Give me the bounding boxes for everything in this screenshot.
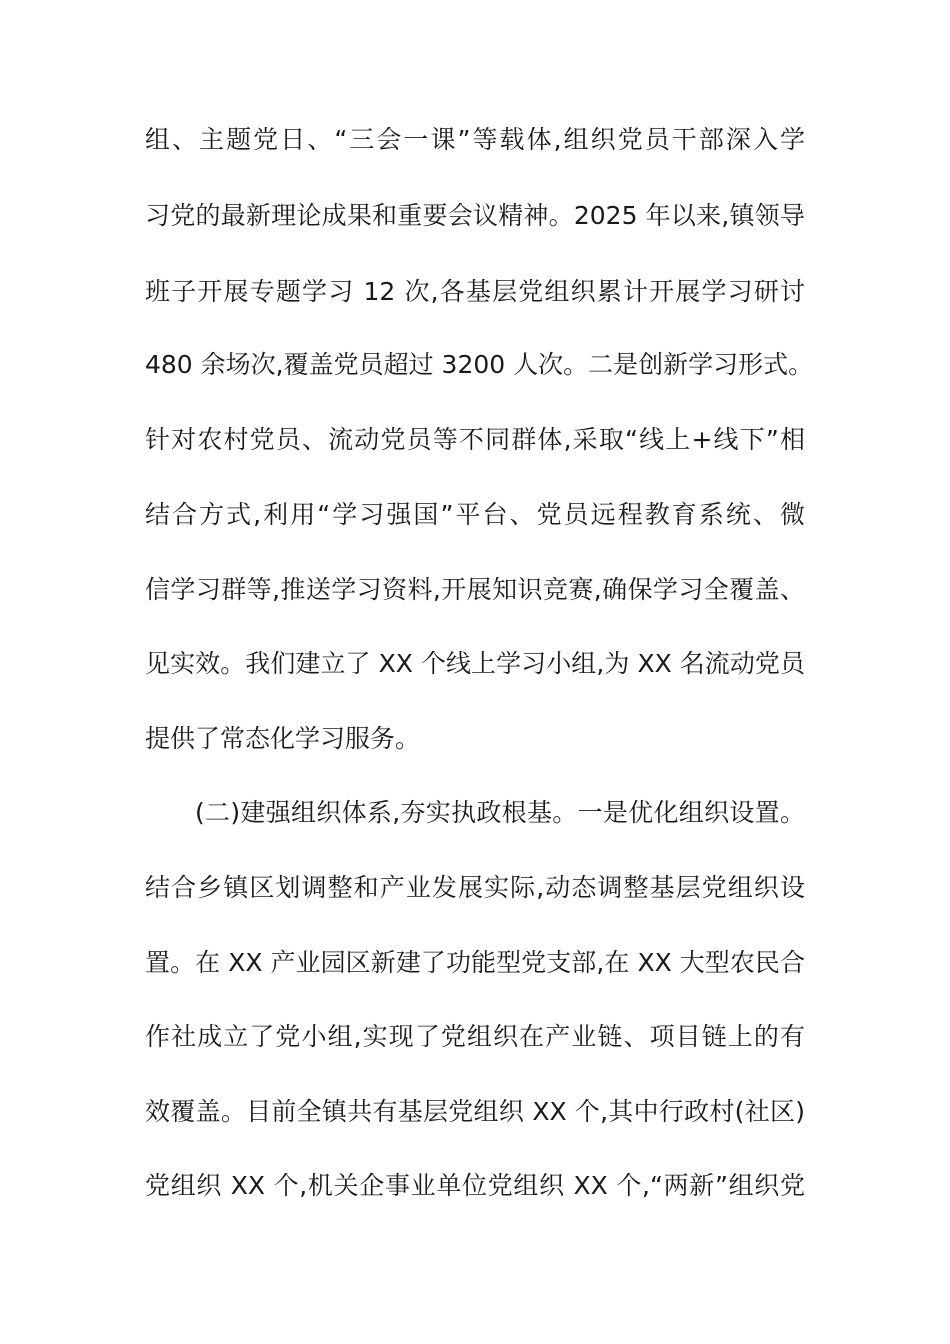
text-line: 效覆盖。目前全镇共有基层党组织 XX 个,其中行政村(社区) [145,1097,805,1126]
text-line: 党组织 XX 个,机关企事业单位党组织 XX 个,“两新”组织党 [145,1171,805,1200]
text-line: 见实效。我们建立了 XX 个线上学习小组,为 XX 名流动党员 [145,649,805,678]
text-line: 置。在 XX 产业园区新建了功能型党支部,在 XX 大型农民合 [145,948,805,977]
text-line: 班子开展专题学习 12 次,各基层党组织累计开展学习研讨 [145,277,805,306]
text-line: 480 余场次,覆盖党员超过 3200 人次。二是创新学习形式。 [145,350,814,379]
text-line: 信学习群等,推送学习资料,开展知识竞赛,确保学习全覆盖、 [145,575,805,604]
text-line: 组、主题党日、“三会一课”等载体,组织党员干部深入学 [145,125,805,154]
text-line: 结合方式,利用“学习强国”平台、党员远程教育系统、微 [145,500,805,529]
text-line: 习党的最新理论成果和重要会议精神。2025 年以来,镇领导 [145,201,805,230]
text-line: 针对农村党员、流动党员等不同群体,采取“线上+线下”相 [145,425,805,454]
text-line: 结合乡镇区划调整和产业发展实际,动态调整基层党组织设 [145,873,805,902]
section-heading-line: (二)建强组织体系,夯实执政根基。一是优化组织设置。 [195,798,805,827]
text-line: 提供了常态化学习服务。 [145,724,421,753]
text-line: 作社成立了党小组,实现了党组织在产业链、项目链上的有 [145,1022,805,1051]
